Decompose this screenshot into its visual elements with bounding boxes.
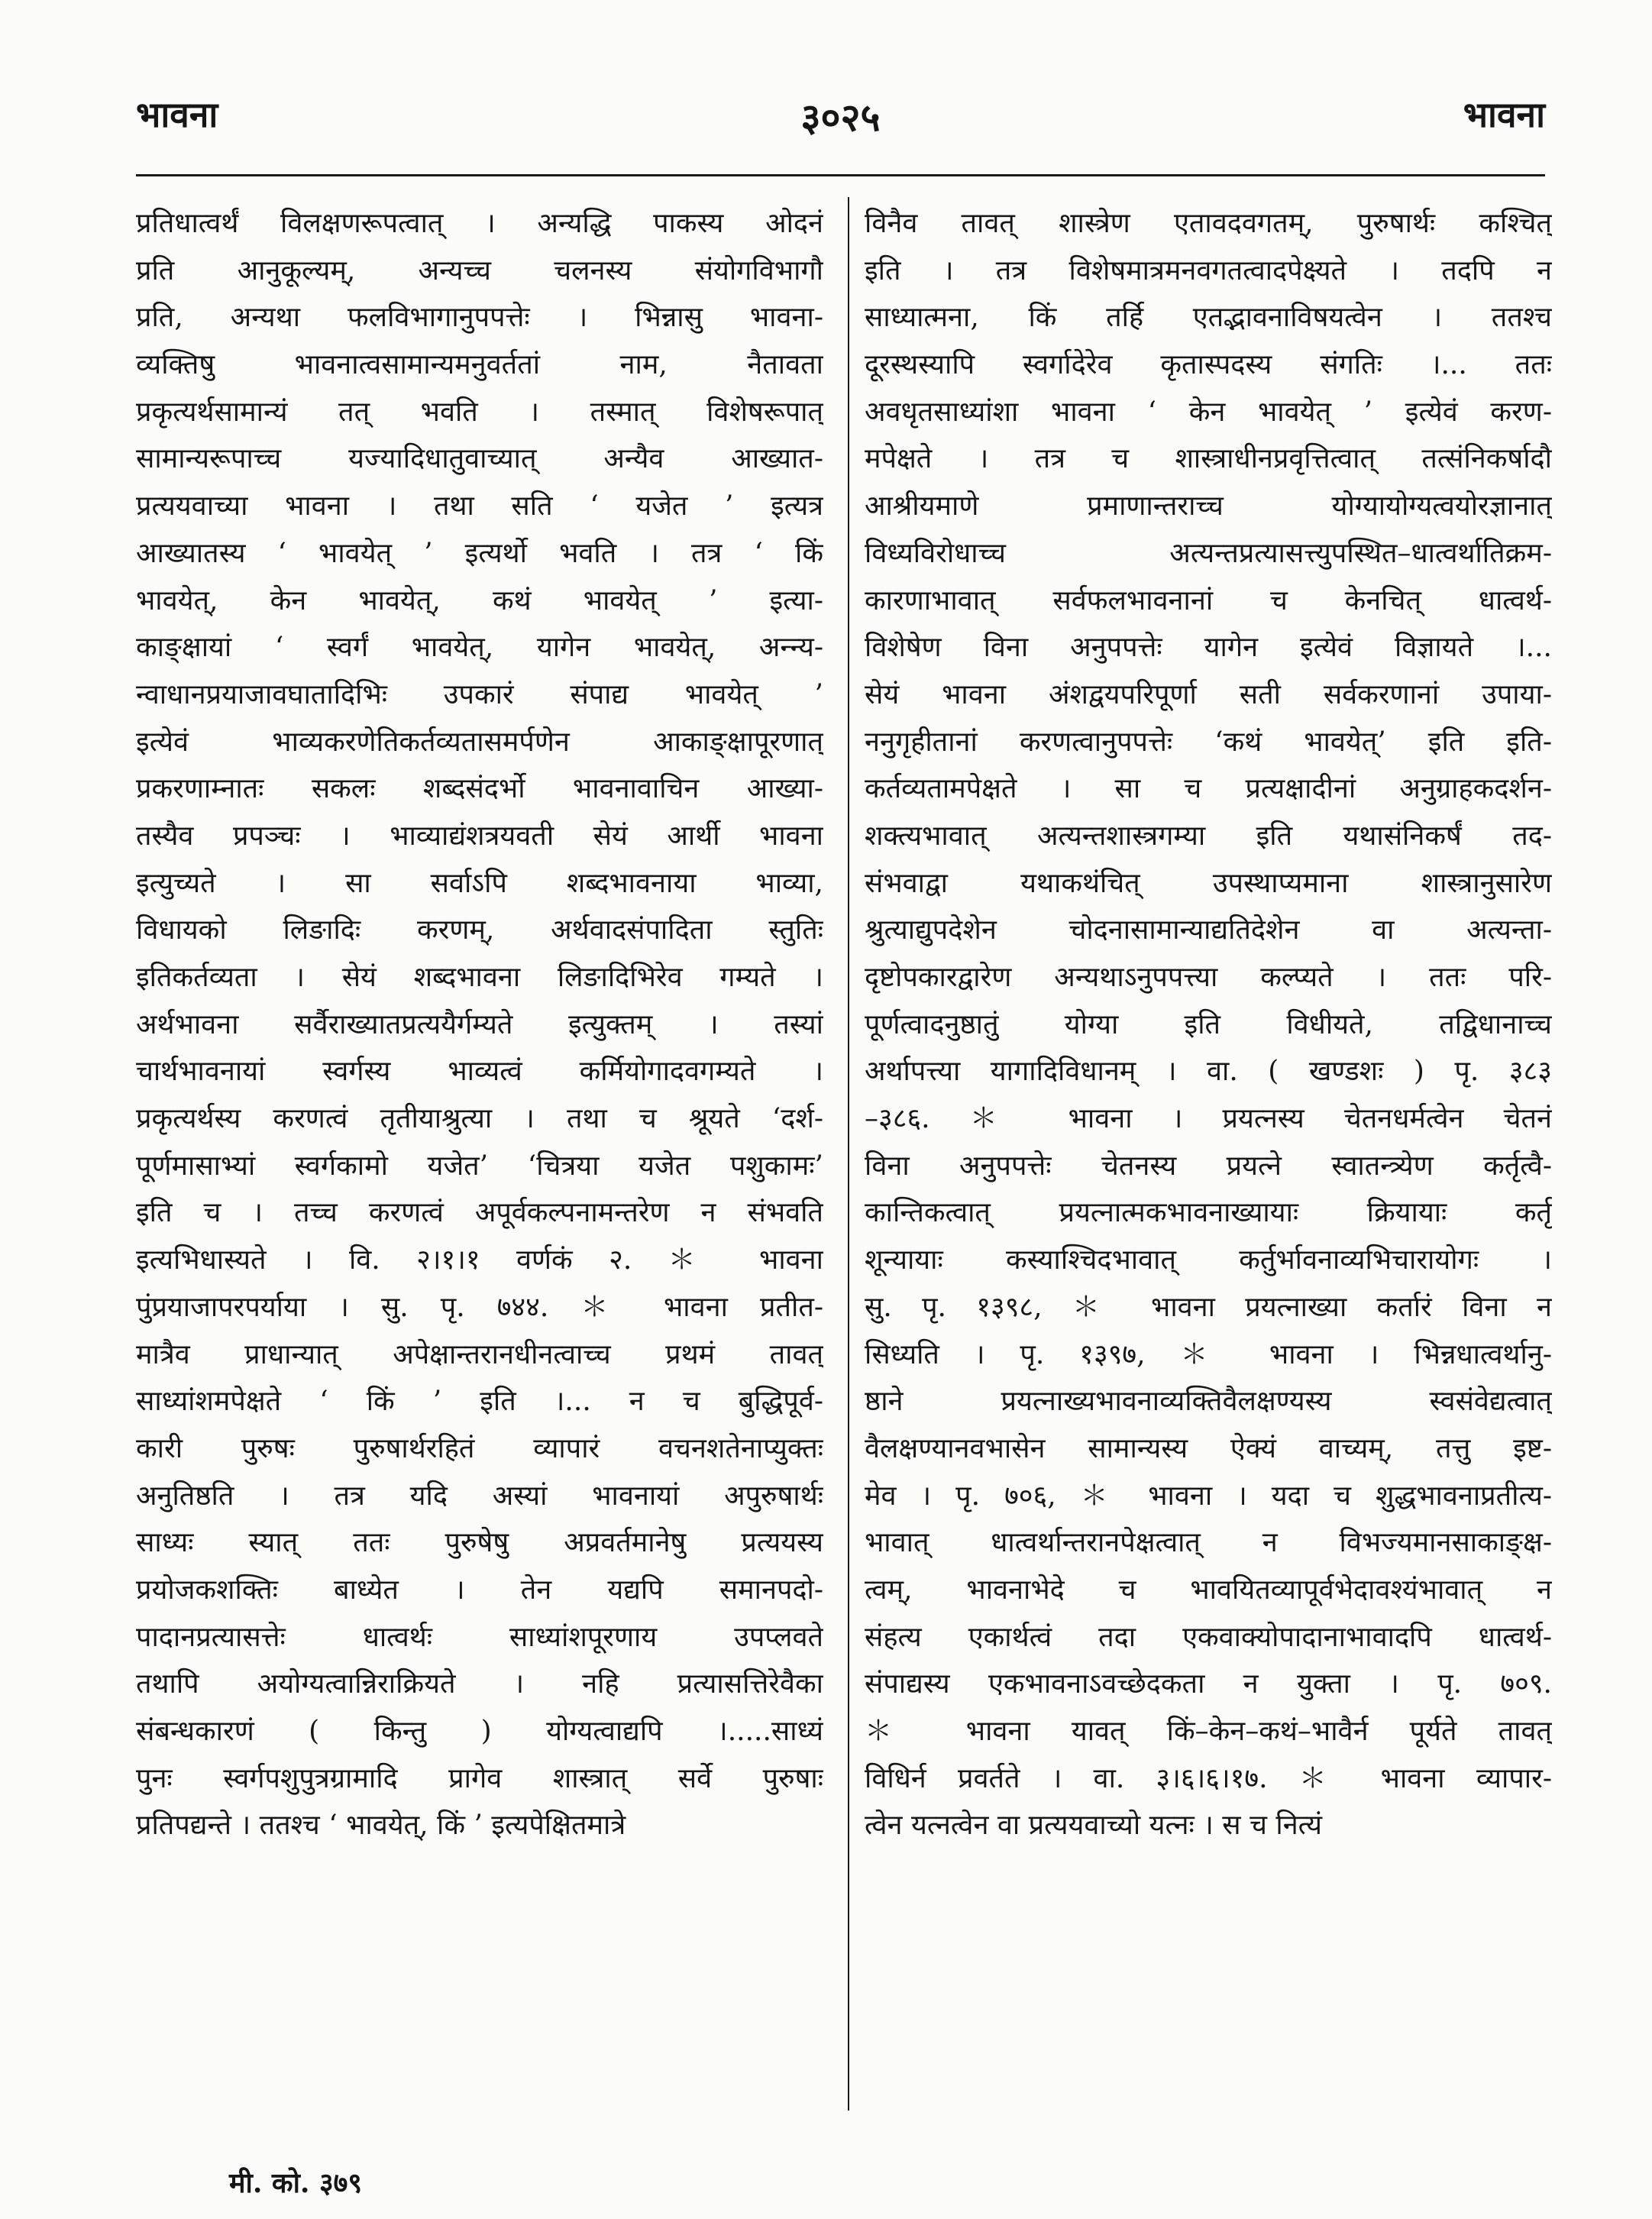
text-line: इत्येवं भाव्यकरणेतिकर्तव्यतासमर्पणेन आकाङ्क्षापूरणात् (136, 726, 823, 758)
text-line: ＊ भावना यावत् किं–केन–कथं–भावैर्न पूर्यते तावत् (865, 1716, 1552, 1747)
text-line: अनुतिष्ठति । तत्र यदि अस्यां भावनायां अपुरुषार्थः (136, 1480, 823, 1512)
text-line: –३८६. ＊ भावना । प्रयत्नस्य चेतनधर्मत्वेन चेतनं (865, 1103, 1552, 1135)
text-line: विना अनुपपत्तेः चेतनस्य प्रयत्ने स्वातन्त्र्येण कर्तृत्वै- (865, 1150, 1552, 1182)
text-line: कारणाभावात् सर्वफलभावनानां च केनचित् धात्वर्थ- (865, 584, 1552, 616)
text-line: प्रत्ययवाच्या भावना । तथा सति ‘ यजेत ’ इत्यत्र (136, 490, 823, 522)
text-line: इत्यभिधास्यते । वि. २।१।१ वर्णकं २. ＊ भावना (136, 1244, 823, 1276)
text-line: वैलक्षण्यानवभासेन सामान्यस्य ऐक्यं वाच्यम्, तत्तु इष्ट- (865, 1432, 1552, 1464)
text-line: तस्यैव प्रपञ्चः । भाव्याद्यंशत्रयवती सेयं आर्थी भावना (136, 820, 823, 852)
left-column (136, 200, 823, 1849)
text-line: त्वेन यत्नत्वेन वा प्रत्ययवाच्यो यत्नः । स च नित्यं (865, 1810, 1323, 1842)
text-line: पूर्णमासाभ्यां स्वर्गकामो यजेत’ ‘चित्रया यजेत पशुकामः’ (136, 1150, 823, 1182)
text-line: मपेक्षते । तत्र च शास्त्राधीनप्रवृत्तित्वात् तत्संनिकर्षादौ (865, 443, 1552, 475)
text-line: सिध्यति । पृ. १३९७, ＊ भावना । भिन्नधात्वर्थानु- (865, 1338, 1552, 1370)
text-line: विनैव तावत् शास्त्रेण एतावदवगतम्, पुरुषार्थः कश्चित् (865, 208, 1552, 239)
text-line: संहत्य एकार्थत्वं तदा एकवाक्योपादानाभावादपि धात्वर्थ- (865, 1621, 1552, 1653)
text-line: इतिकर्तव्यता । सेयं शब्दभावना लिङादिभिरेव गम्यते । (136, 962, 823, 993)
text-line: प्रयोजकशक्तिः बाध्येत । तेन यद्यपि समानपदो- (136, 1574, 823, 1606)
text-line: कारी पुरुषः पुरुषार्थरहितं व्यापारं वचनशतेनाप्युक्तः (136, 1432, 823, 1464)
text-line: प्रति आनुकूल्यम्, अन्यच्च चलनस्य संयोगविभागौ (136, 254, 823, 286)
text-line: साध्यांशमपेक्षते ‘ किं ’ इति ।... न च बुद्धिपूर्व- (136, 1386, 823, 1418)
text-line: न्वाधानप्रयाजावघातादिभिः उपकारं संपाद्य भावयेत् ’ (136, 678, 823, 710)
text-line: भावयेत्, केन भावयेत्, कथं भावयेत् ’ इत्या- (136, 584, 823, 616)
text-line: अर्थभावना सर्वैराख्यातप्रत्ययैर्गम्यते इत्युक्तम् । तस्यां (136, 1008, 823, 1040)
text-line: चार्थभावनायां स्वर्गस्य भाव्यत्वं कर्मियोगादवगम्यते । (136, 1056, 823, 1088)
text-line: कर्तव्यतामपेक्षते । सा च प्रत्यक्षादीनां अनुग्राहकदर्शन- (865, 773, 1552, 805)
column-divider (848, 197, 849, 2111)
text-line: व्यक्तिषु भावनात्वसामान्यमनुवर्ततां नाम, नैतावता (136, 349, 823, 381)
text-line: प्रकृत्यर्थस्य करणत्वं तृतीयाश्रुत्या । तथा च श्रूयते ‘दर्श- (136, 1103, 823, 1135)
text-line: विशेषेण विना अनुपपत्तेः यागेन इत्येवं विज्ञायते ।... (865, 632, 1552, 664)
text-line: इति च । तच्च करणत्वं अपूर्वकल्पनामन्तरेण न संभवति (136, 1197, 823, 1229)
text-line: त्वम्, भावनाभेदे च भावयितव्यापूर्वभेदावश्यंभावात् न (865, 1574, 1552, 1606)
text-line: अवधृतसाध्यांशा भावना ‘ केन भावयेत् ’ इत्येवं करण- (865, 396, 1552, 428)
text-line: शून्यायाः कस्याश्चिदभावात् कर्तुर्भावनाव्यभिचारायोगः । (865, 1244, 1552, 1276)
text-line: संबन्धकारणं ( किन्तु ) योग्यत्वाद्यपि ।.....साध्यं (136, 1716, 823, 1747)
text-line: आश्रीयमाणे प्रमाणान्तराच्च योग्यायोग्यत्वयोरज्ञानात् (865, 490, 1552, 522)
running-head (136, 90, 1545, 151)
text-line: विधिर्न प्रवर्तते । वा. ३।६।६।१७. ＊ भावना व्यापार- (865, 1762, 1552, 1794)
text-line: साध्यात्मना, किं तर्हि एतद्भावनाविषयत्वेन । ततश्च (865, 302, 1552, 334)
text-line: पूर्णत्वादनुष्ठातुं योग्या इति विधीयते, तद्विधानाच्च (865, 1008, 1552, 1040)
text-line: आख्यातस्य ‘ भावयेत् ’ इत्यर्थो भवति । तत्र ‘ किं (136, 537, 823, 569)
text-line: साध्यः स्यात् ततः पुरुषेषु अप्रवर्तमानेषु प्रत्ययस्य (136, 1527, 823, 1559)
text-line: विध्यविरोधाच्च अत्यन्तप्रत्यासत्त्युपस्थित–धात्वर्थातिक्रम- (865, 537, 1552, 569)
text-line: कान्तिकत्वात् प्रयत्नात्मकभावनाख्यायाः क्रियायाः कर्तृ (865, 1197, 1552, 1229)
running-head-left: भावना (136, 94, 218, 135)
text-line: प्रति, अन्यथा फलविभागानुपपत्तेः । भिन्नासु भावना- (136, 302, 823, 334)
right-column (865, 200, 1552, 1849)
text-line: भावात् धात्वर्थान्तरानपेक्षत्वात् न विभज्यमानसाकाङ्क्ष- (865, 1527, 1552, 1559)
text-line: इति । तत्र विशेषमात्रमनवगतत्वादपेक्ष्यते । तदपि न (865, 254, 1552, 286)
text-line: प्रकृत्यर्थसामान्यं तत् भवति । तस्मात् विशेषरूपात् (136, 396, 823, 428)
text-line: प्रतिपद्यन्ते । ततश्च ‘ भावयेत्, किं ’ इत्यपेक्षितमात्रे (136, 1810, 626, 1842)
text-line: संपाद्यस्य एकभावनाऽवच्छेदकता न युक्ता । पृ. ७०९. (865, 1668, 1552, 1700)
text-line: श्रुत्याद्युपदेशेन चोदनासामान्याद्यतिदेशेन वा अत्यन्ता- (865, 914, 1552, 946)
text-line: तथापि अयोग्यत्वान्निराक्रियते । नहि प्रत्यासत्तिरेवैका (136, 1668, 823, 1700)
text-line: पुंप्रयाजापरपर्याया । सु. पृ. ७४४. ＊ भावना प्रतीत- (136, 1291, 823, 1323)
running-head-right: भावना (1463, 94, 1545, 135)
text-line: दृष्टोपकारद्वारेण अन्यथाऽनुपपत्त्या कल्प्यते । ततः परि- (865, 962, 1552, 993)
text-line: सेयं भावना अंशद्वयपरिपूर्णा सती सर्वकरणानां उपाया- (865, 678, 1552, 710)
text-line: मेव । पृ. ७०६, ＊ भावना । यदा च शुद्धभावनाप्रतीत्य- (865, 1480, 1552, 1512)
text-line: इत्युच्यते । सा सर्वाऽपि शब्दभावनाया भाव्या, (136, 867, 823, 899)
text-line: ष्ठाने प्रयत्नाख्यभावनाव्यक्तिवैलक्षण्यस्य स्वसंवेद्यत्वात् (865, 1386, 1552, 1418)
text-line: संभवाद्वा यथाकथंचित् उपस्थाप्यमाना शास्त्रानुसारेण (865, 867, 1552, 899)
text-line: दूरस्थस्यापि स्वर्गादेरेव कृतास्पदस्य संगतिः ।... ततः (865, 349, 1552, 381)
page-number: ३०२५ (800, 95, 881, 140)
text-line: प्रकरणाम्नातः सकलः शब्दसंदर्भो भावनावाचिन आख्या- (136, 773, 823, 805)
text-line: अर्थापत्त्या यागादिविधानम् । वा. ( खण्डशः ) पृ. ३८३ (865, 1056, 1552, 1088)
signature-mark: मी. को. ३७९ (229, 2167, 363, 2199)
text-line: प्रतिधात्वर्थं विलक्षणरूपत्वात् । अन्यद्धि पाकस्य ओदनं (136, 208, 823, 239)
text-line: सामान्यरूपाच्च यज्यादिधातुवाच्यात् अन्यैव आख्यात- (136, 443, 823, 475)
header-rule (136, 174, 1545, 176)
text-line: ननुगृहीतानां करणत्वानुपपत्तेः ‘कथं भावयेत्’ इति इति- (865, 726, 1552, 758)
text-line: काङ्क्षायां ‘ स्वर्गं भावयेत्, यागेन भावयेत्, अन्न्य- (136, 632, 823, 664)
text-line: सु. पृ. १३९८, ＊ भावना प्रयत्नाख्या कर्तारं विना न (865, 1291, 1552, 1323)
text-line: पादानप्रत्यासत्तेः धात्वर्थः साध्यांशपूरणाय उपप्लवते (136, 1621, 823, 1653)
text-line: पुनः स्वर्गपशुपुत्रग्रामादि प्रागेव शास्त्रात् सर्वे पुरुषाः (136, 1762, 823, 1794)
text-line: विधायको लिङादिः करणम्, अर्थवादसंपादिता स्तुतिः (136, 914, 823, 946)
text-line: मात्रैव प्राधान्यात् अपेक्षान्तरानधीनत्वाच्च प्रथमं तावत् (136, 1338, 823, 1370)
text-line: शक्त्यभावात् अत्यन्तशास्त्रगम्या इति यथासंनिकर्षं तद- (865, 820, 1552, 852)
